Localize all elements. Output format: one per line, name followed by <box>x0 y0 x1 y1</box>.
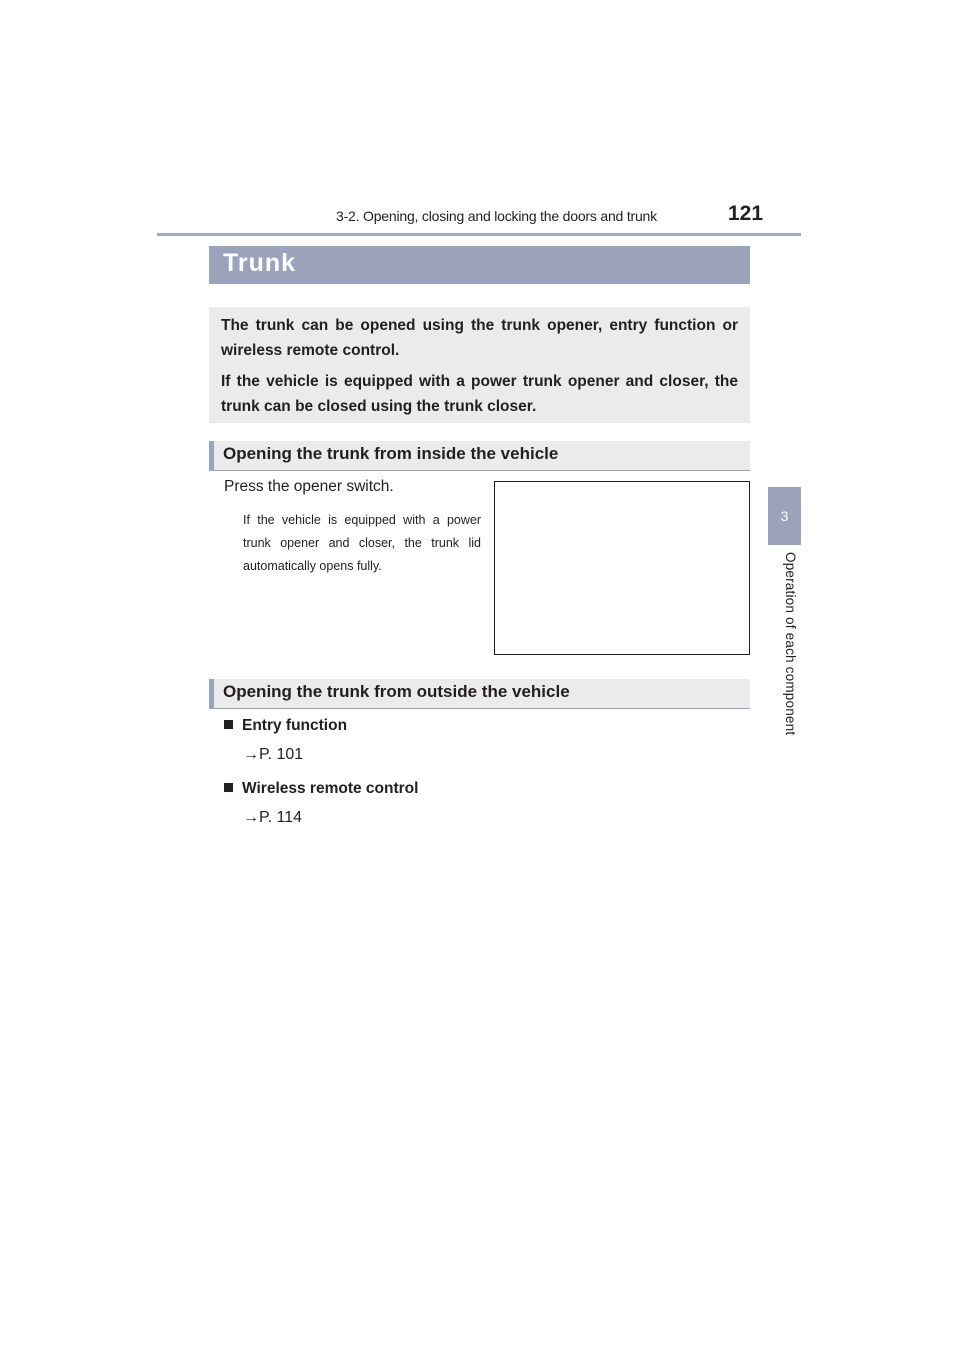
header-divider <box>157 233 801 236</box>
list-item-entry-function <box>224 717 347 735</box>
page-title: Trunk <box>223 249 297 277</box>
instruction-text: Press the opener switch. <box>224 478 394 495</box>
section-accent-bar <box>209 441 214 470</box>
chapter-number: 3 <box>780 508 789 524</box>
page-reference-link[interactable]: →P. 114 <box>243 809 303 826</box>
chapter-title: Operation of each component <box>783 552 798 736</box>
section-title-outside: Opening the trunk from outside the vehicle <box>223 682 570 701</box>
section-heading-outside <box>209 679 750 709</box>
chapter-tab <box>768 487 801 545</box>
section-heading-inside <box>209 441 750 471</box>
intro-paragraph-2: If the vehicle is equipped with a power trunk opener and closer, the trunk can be closed using the trunk closer. <box>221 373 738 415</box>
page-number: 121 <box>728 202 764 225</box>
list-item-wireless-remote <box>224 780 418 798</box>
illustration-frame <box>494 481 750 655</box>
list-item-label: Entry function <box>242 717 348 734</box>
page-reference-link[interactable]: →P. 101 <box>243 746 304 763</box>
section-accent-bar <box>209 679 214 708</box>
page-title-bar <box>209 246 750 284</box>
square-bullet-icon <box>224 720 233 729</box>
section-title-inside: Opening the trunk from inside the vehicle <box>223 444 559 463</box>
intro-box <box>209 307 750 423</box>
running-header: 3-2. Opening, closing and locking the doors and trunk <box>336 208 657 224</box>
intro-paragraph-1: The trunk can be opened using the trunk opener, entry function or wireless remote control. <box>221 317 738 359</box>
list-item-label: Wireless remote control <box>242 780 419 797</box>
square-bullet-icon <box>224 783 233 792</box>
note-text: If the vehicle is equipped with a power trunk opener and closer, the trunk lid automatically opens fully. <box>243 513 481 573</box>
